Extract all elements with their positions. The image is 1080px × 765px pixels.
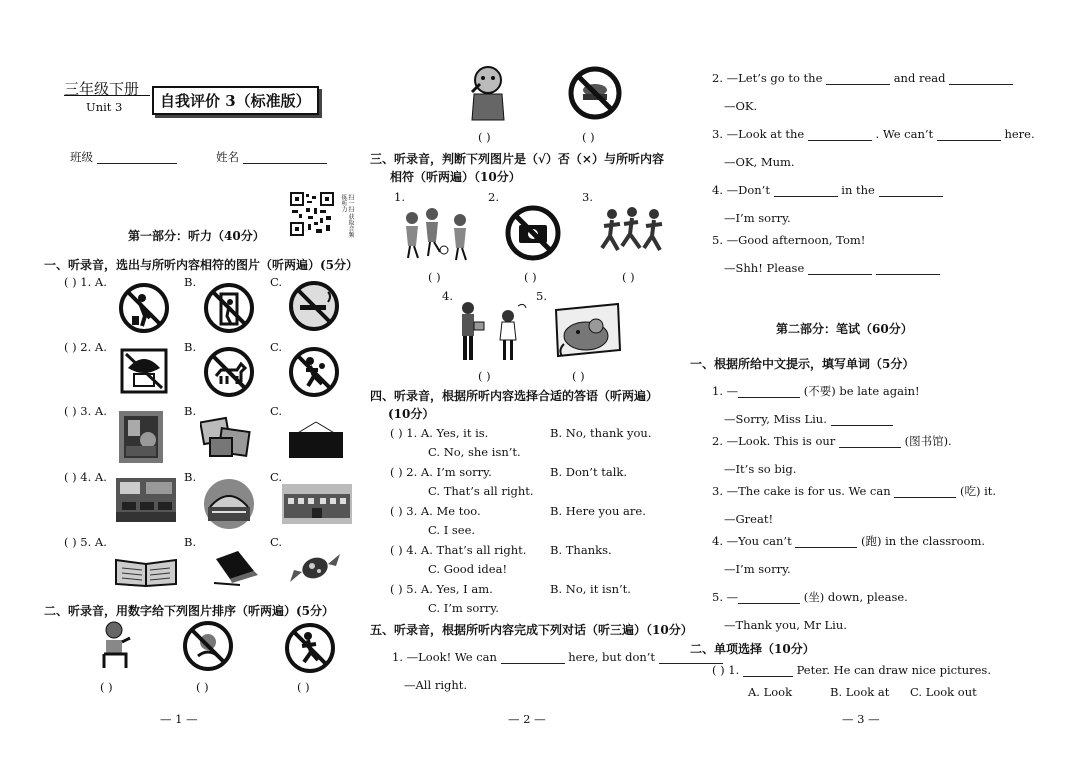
ans1-b: B. No, thank you. [550,426,652,440]
ans1-c: C. No, she isn’t. [428,445,521,459]
dialog3-line [712,127,1035,141]
blackboard-icon [286,420,346,460]
secB-title: 二、单项选择（10分） [690,642,815,656]
judge-num-1: 1. [394,190,405,204]
word5-line [712,590,908,604]
no-entry-sign-icon [203,282,255,334]
word2-blank[interactable] [839,447,901,448]
mc1-blank[interactable] [743,676,793,677]
dialog1-reply: —All right. [404,678,468,692]
dialog4-reply: —I’m sorry. [724,211,791,225]
ans3-c: C. I see. [428,523,476,537]
dialog5-blank1[interactable] [808,274,872,275]
mc1-option-a[interactable]: A. Look [748,685,793,699]
page-title: 自我评价 3（标准版） [152,86,319,115]
judge-num-5: 5. [536,289,547,303]
no-litter-sign-icon [118,282,170,334]
ans1-a[interactable]: ( ) 1. A. Yes, it is. [390,426,489,440]
word5-reply: —Thank you, Mr Liu. [724,618,847,632]
mc1-option-c[interactable]: C. Look out [910,685,977,699]
word2-reply: —It’s so big. [724,462,797,476]
no-dogs-sign-icon [203,346,255,398]
teacher-and-girl-icon [450,300,530,364]
word3-hint: (吃) it. [959,484,997,498]
sort-paren-3[interactable]: ( ) [297,680,310,694]
judge-paren-1[interactable]: ( ) [428,270,441,284]
sec1-title: 一、听录音，选出与所听内容相符的图片（听两遍）(5分） [44,258,359,272]
no-smoking-sign-icon [288,280,340,332]
ans5-a[interactable]: ( ) 5. A. Yes, I am. [390,582,493,596]
dialog2-blank2[interactable] [949,84,1013,85]
classroom-photo-icon [116,478,176,522]
library-building-icon [202,477,256,531]
word4-blank[interactable] [795,547,857,548]
qr-code[interactable] [290,192,334,236]
word1-reply: —Sorry, Miss Liu. [724,412,893,426]
school-building-icon [282,484,352,524]
q5-c: C. [270,535,283,549]
sort-paren-1[interactable]: ( ) [100,680,113,694]
word3-reply: —Great! [724,512,774,526]
name-label: 姓名 [216,150,327,164]
dialog4-line [712,183,943,197]
people-running-icon [598,206,668,262]
candy-icon [288,548,342,588]
pictures-photo-icon [200,414,252,460]
sec4-title-2: (10分） [388,407,435,421]
word5-hint: (坐) down, please. [803,590,908,604]
boy-brushing-teeth-icon [464,64,512,126]
dialog3-part1: 3. —Look at the [712,127,805,141]
word2-hint: (图书馆). [904,434,952,448]
word1-blank[interactable] [738,397,800,398]
dialog4-blank1[interactable] [774,196,838,197]
sort-paren-2[interactable]: ( ) [196,680,209,694]
judge-num-4: 4. [442,289,453,303]
judge-paren-4[interactable]: ( ) [478,369,491,383]
qr-note: 扫一扫 获取音频 练听力 [340,194,354,238]
word4-reply: —I’m sorry. [724,562,791,576]
dialog2-part2: and read [893,71,946,85]
dialog2-part1: 2. —Let’s go to the [712,71,823,85]
dialog2-blank1[interactable] [826,84,890,85]
judge-paren-2[interactable]: ( ) [524,270,537,284]
word1-prefix: 1. — [712,384,739,398]
q2-c: C. [270,340,283,354]
top-paren-2[interactable]: ( ) [582,130,595,144]
no-eating-drawing-icon [180,620,236,672]
mc1-number[interactable]: ( ) 1. [712,663,740,677]
word5-prefix: 5. — [712,590,739,604]
q1-label: ( ) 1. A. [64,275,107,289]
ans3-a[interactable]: ( ) 3. A. Me too. [390,504,481,518]
dialog3-reply: —OK, Mum. [724,155,795,169]
page-number-2: — 2 — [508,712,546,726]
ans4-c: C. Good idea! [428,562,508,576]
ans4-a[interactable]: ( ) 4. A. That’s all right. [390,543,527,557]
word4-prefix: 4. —You can’t [712,534,792,548]
mc1-line [712,663,991,677]
no-running-sign-2-icon [284,622,336,674]
word2-line [712,434,952,448]
dialog2-reply: —OK. [724,99,758,113]
page-number-3: — 3 — [842,712,880,726]
dialog5-blank2[interactable] [876,274,940,275]
word2-prefix: 2. —Look. This is our [712,434,836,448]
q4-b: B. [184,470,197,484]
dialog2-line [712,71,1013,85]
unit-label: Unit 3 [86,100,123,114]
ans5-b: B. No, it isn’t. [550,582,631,596]
word3-blank[interactable] [894,497,956,498]
judge-paren-3[interactable]: ( ) [622,270,635,284]
judge-num-2: 2. [488,190,499,204]
top-paren-1[interactable]: ( ) [478,130,491,144]
ans4-b: B. Thanks. [550,543,612,557]
dialog1-part1: 1. —Look! We can [392,650,497,664]
q4-label: ( ) 4. A. [64,470,107,484]
sec3-title-1: 三、听录音，判断下列图片是（√）否（×）与所听内容 [370,152,664,166]
dialog3-blank2[interactable] [937,140,1001,141]
secA-title: 一、根据所给中文提示，填写单词（5分） [690,357,915,371]
q3-c: C. [270,404,283,418]
sec2-title: 二、听录音，用数字给下列图片排序（听两遍）(5分） [44,604,335,618]
kids-playing-football-icon [398,206,478,262]
dialog3-blank1[interactable] [808,140,872,141]
ans3-b: B. Here you are. [550,504,646,518]
part2-title: 第二部分：笔试（60分） [776,322,913,336]
q3-label: ( ) 3. A. [64,404,107,418]
no-food-sign-icon [568,66,622,120]
page-number-1: — 1 — [160,712,198,726]
dialog1-line [392,650,723,664]
part1-title: 第一部分：听力（40分） [128,229,265,243]
sec5-title: 五、听录音，根据所听内容完成下列对话（听三遍）（10分） [370,623,693,637]
q2-label: ( ) 2. A. [64,340,107,354]
dialog1-part2: here, but don’t [568,650,656,664]
open-book-icon [114,552,178,588]
dialog3-part2: . We can’t [875,127,934,141]
no-running-sign-icon [288,346,340,398]
ice-cream-icon [210,545,260,587]
mc1-option-b[interactable]: B. Look at [830,685,890,699]
q3-b: B. [184,404,197,418]
q1-c: C. [270,275,283,289]
dialog5-part1: —Shh! Please [724,261,805,275]
dialog4-part2: in the [841,183,875,197]
grade-label: 三年级下册 [64,80,140,98]
judge-num-3: 3. [582,190,593,204]
ans2-a[interactable]: ( ) 2. A. I’m sorry. [390,465,492,479]
word1-hint: (不要) be late again! [803,384,920,398]
dialog3-part3: here. [1004,127,1035,141]
dialog1-blank1[interactable] [501,663,565,664]
no-photo-sign-icon [504,204,562,262]
word5-blank[interactable] [738,603,800,604]
window-photo-icon [118,410,164,464]
dialog5-greeting: 5. —Good afternoon, Tom! [712,233,866,247]
word3-line [712,484,996,498]
dialog4-part1: 4. —Don’t [712,183,770,197]
judge-paren-5[interactable]: ( ) [572,369,585,383]
boy-sitting-icon [92,620,136,672]
q5-label: ( ) 5. A. [64,535,107,549]
q5-b: B. [184,535,197,549]
sec3-title-2: 相符（听两遍）（10分） [390,170,521,184]
class-label: 班级 [70,150,177,164]
sec4-title-1: 四、听录音，根据所听内容选择合适的答语（听两遍） [370,389,659,403]
q1-b: B. [184,275,197,289]
q2-b: B. [184,340,197,354]
word1-line [712,384,920,398]
word4-hint: (跑) in the classroom. [861,534,986,548]
word4-line [712,534,985,548]
mouse-in-bread-icon [552,300,624,362]
q4-c: C. [270,470,283,484]
grade-underline [64,95,150,96]
ans2-c: C. That’s all right. [428,484,534,498]
word3-prefix: 3. —The cake is for us. We can [712,484,891,498]
mc1-text: Peter. He can draw nice pictures. [796,663,991,677]
ans2-b: B. Don’t talk. [550,465,628,479]
ans5-c: C. I’m sorry. [428,601,499,615]
dialog5-line [724,261,940,275]
no-picking-flowers-sign-icon [118,346,170,396]
dialog4-blank2[interactable] [879,196,943,197]
